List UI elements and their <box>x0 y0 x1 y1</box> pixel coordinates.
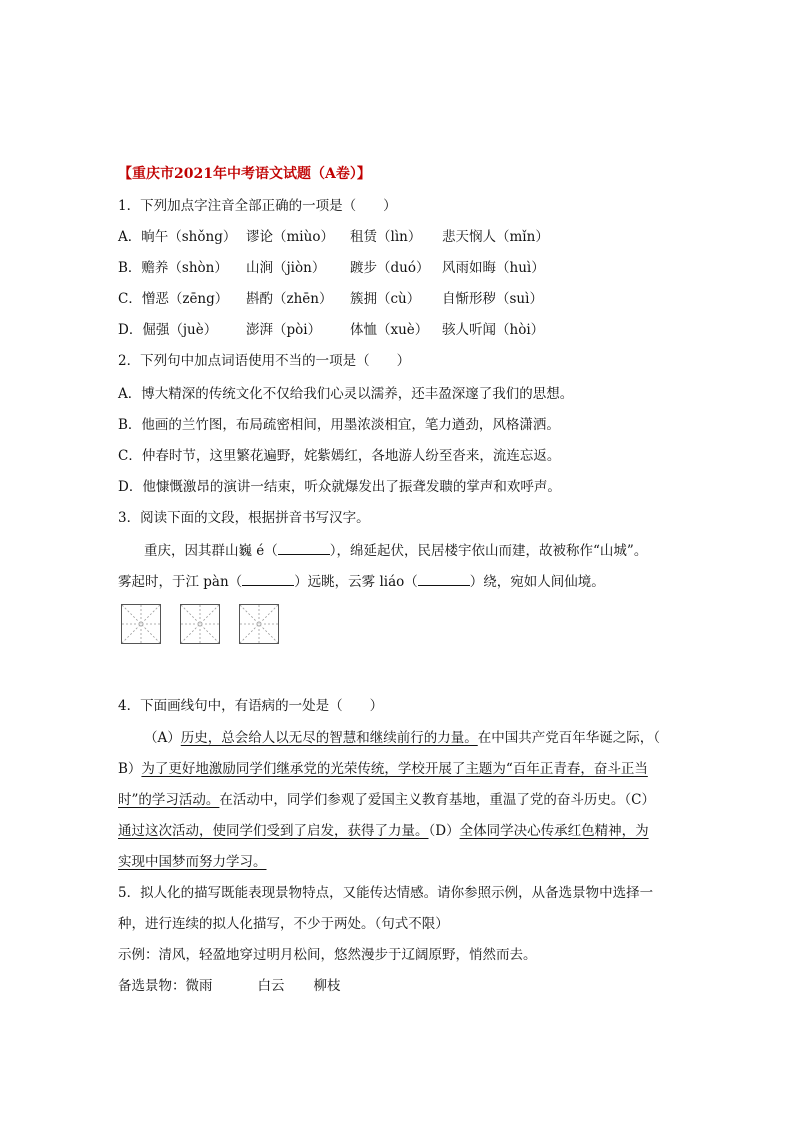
option-word: 自惭形秽（suì） <box>442 291 543 307</box>
writing-grid-box[interactable] <box>239 604 279 644</box>
q2-option-b: B．他画的兰竹图，布局疏密相间，用墨浓淡相宜，笔力遒劲，风格潇洒。 <box>118 417 560 433</box>
option-word: 体恤（xuè） <box>350 322 429 338</box>
passage-text: 重庆，因其群山巍 é（ <box>144 543 278 559</box>
grid-guide-lines <box>181 605 219 643</box>
q4-passage-line3 <box>118 790 678 810</box>
option-word: D．倔强（juè） <box>118 322 218 338</box>
option-word: 澎湃（pòi） <box>246 322 322 338</box>
passage-text: 在中国共产党百年华诞之际，（ <box>477 730 660 746</box>
q3-passage-line2 <box>118 571 678 592</box>
q4-stem: 4．下面画线句中，有语病的一处是（ ） <box>118 698 384 714</box>
underlined-sentence-b: 为了更好地激励同学们继承党的光荣传统，学校开展了主题为“百年正青春，奋斗正当 <box>141 761 648 777</box>
answer-blank[interactable] <box>242 571 294 586</box>
writing-grid-box[interactable] <box>121 604 161 644</box>
choices-label: 备选景物： <box>118 978 186 994</box>
q4-passage-line2 <box>118 759 678 779</box>
passage-text: ）远眺，云雾 liáo（ <box>294 574 418 590</box>
q2-option-d: D．他慷慨激昂的演讲一结束，听众就爆发出了振聋发聩的掌声和欢呼声。 <box>118 479 561 495</box>
underlined-sentence-d-end: 实现中国梦而努力学习。 <box>118 854 267 870</box>
q4-passage-line5 <box>118 852 678 872</box>
q5-stem-line2: 种，进行连续的拟人化描写，不少于两处。（句式不限） <box>118 916 449 932</box>
q1-option-a <box>118 227 678 247</box>
writing-grid-box[interactable] <box>180 604 220 644</box>
q4-passage-line1 <box>118 728 704 748</box>
underlined-sentence-d: 全体同学决心传承红色精神，为 <box>459 823 649 839</box>
choice-item: 微雨 <box>185 978 213 994</box>
grid-guide-lines <box>122 605 160 643</box>
choice-item: 柳枝 <box>313 978 341 994</box>
option-word: 租赁（lìn） <box>350 229 422 245</box>
q1-option-c <box>118 289 678 309</box>
q5-stem-line1: 5．拟人化的描写既能表现景物特点，又能传达情感。请你参照示例，从备选景物中选择一 <box>118 885 654 901</box>
q3-stem: 3．阅读下面的文段，根据拼音书写汉字。 <box>118 510 370 526</box>
passage-text: 在活动中，同学们参观了爱国主义教育基地，重温了党的奋斗历史。（C） <box>219 792 655 808</box>
sentence-label: （D） <box>428 823 460 839</box>
option-word: 谬论（miùo） <box>246 229 334 245</box>
exam-title: 【重庆市2021年中考语文试题（A卷）】 <box>118 166 371 182</box>
passage-text: ），绵延起伏，民居楼宇依山而建，故被称作“山城”。 <box>329 543 648 559</box>
option-word: C．憎恶（zēng） <box>118 291 229 307</box>
passage-text: 雾起时，于江 pàn（ <box>118 574 243 590</box>
sentence-label: （A） <box>144 730 181 746</box>
q1-stem: 1．下列加点字注音全部正确的一项是（ ） <box>118 198 397 214</box>
option-word: 踱步（duó） <box>350 260 430 276</box>
option-word: 风雨如晦（huì） <box>442 260 545 276</box>
sentence-label: B） <box>118 761 142 777</box>
underlined-sentence-b-end: 时”的学习活动。 <box>118 792 220 808</box>
underlined-sentence-c: 通过这次活动，使同学们受到了启发，获得了力量。 <box>118 823 429 839</box>
q5-choices <box>118 976 678 996</box>
option-word: 斟酌（zhēn） <box>246 291 333 307</box>
q2-option-c: C．仲春时节，这里繁花遍野，姹紫嫣红，各地游人纷至沓来，流连忘返。 <box>118 448 561 464</box>
option-word: B．赡养（shòn） <box>118 260 228 276</box>
choice-item: 白云 <box>257 978 285 994</box>
option-word: 骇人听闻（hòi） <box>442 322 545 338</box>
answer-blank[interactable] <box>278 540 330 555</box>
answer-blank[interactable] <box>418 571 470 586</box>
option-word: 簇拥（cù） <box>350 291 421 307</box>
underlined-sentence-a: 历史，总会给人以无尽的智慧和继续前行的力量。 <box>180 730 478 746</box>
option-word: A．晌午（shǒng） <box>118 229 237 245</box>
q5-example: 示例：清风，轻盈地穿过明月松间，悠然漫步于辽阔原野，悄然而去。 <box>118 947 537 963</box>
q1-option-b <box>118 258 678 278</box>
option-word: 悲天悯人（mǐn） <box>442 229 549 245</box>
q1-option-d <box>118 320 678 340</box>
q2-stem: 2．下列句中加点词语使用不当的一项是（ ） <box>118 353 411 369</box>
q4-passage-line4 <box>118 821 678 841</box>
q3-passage-line1 <box>118 540 704 561</box>
grid-guide-lines <box>240 605 278 643</box>
option-word: 山涧（jiòn） <box>246 260 326 276</box>
q2-option-a: A．博大精深的传统文化不仅给我们心灵以濡养，还丰盈深邃了我们的思想。 <box>118 386 574 402</box>
passage-text: ）绕，宛如人间仙境。 <box>469 574 605 590</box>
